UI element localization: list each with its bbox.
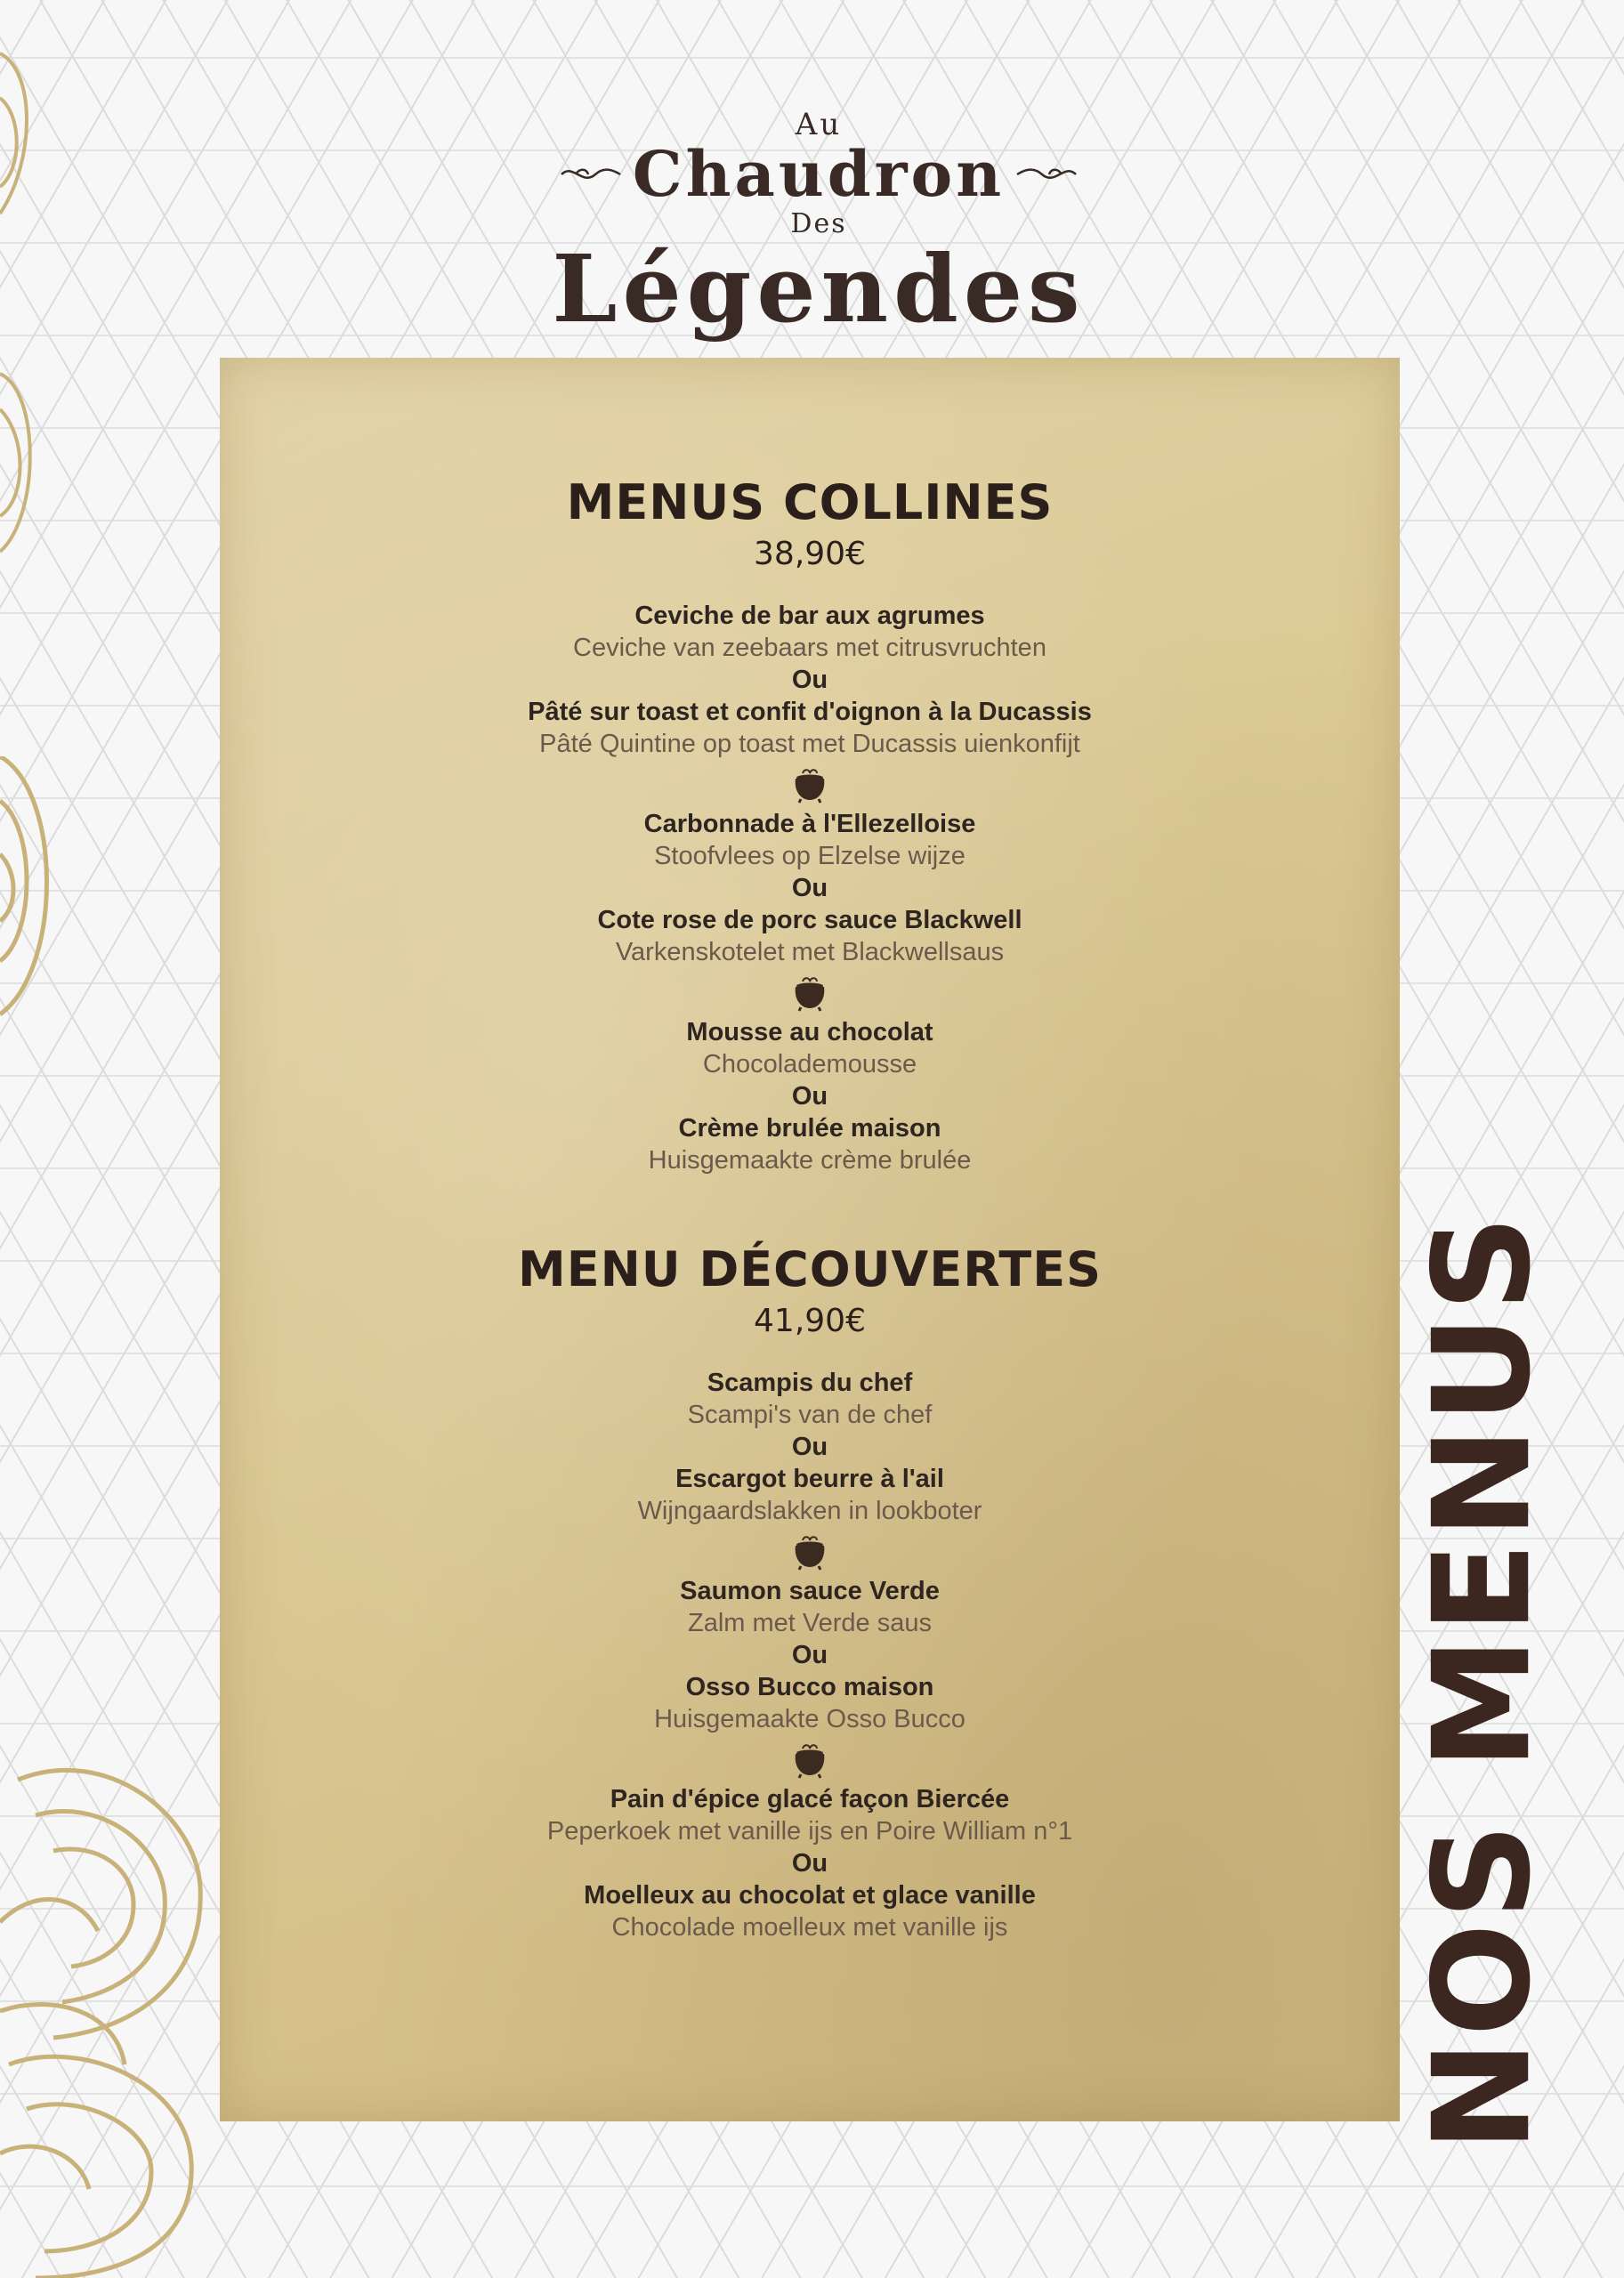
dish-name-nl: Chocolademousse <box>702 1050 917 1078</box>
logo-row-chaudron <box>552 137 1086 211</box>
hop-flower-ornament-top <box>0 18 53 587</box>
dish-name-nl: Pâté Quintine op toast met Ducassis uienkonfijt <box>539 730 1080 758</box>
dish-name-nl: Peperkoek met vanille ijs en Poire William n°1 <box>546 1817 1073 1846</box>
logo-line-legendes: Légendes <box>552 234 1086 343</box>
or-separator: Ou <box>791 874 828 902</box>
dish-name-fr: Cote rose de porc sauce Blackwell <box>597 906 1022 934</box>
logo-line-des: Des <box>790 208 847 239</box>
dish-name-fr: Osso Bucco maison <box>685 1673 934 1701</box>
dish-name-nl: Zalm met Verde saus <box>688 1609 932 1637</box>
course-divider <box>220 1527 1400 1575</box>
or-separator: Ou <box>791 666 828 694</box>
dish-name-nl: Ceviche van zeebaars met citrusvruchten <box>573 634 1046 662</box>
or-separator: Ou <box>791 1641 828 1669</box>
restaurant-logo <box>552 107 1086 343</box>
course-divider <box>220 1735 1400 1783</box>
menu-price: 38,90€ <box>754 536 866 572</box>
menu-course <box>220 808 1400 968</box>
cauldron-icon <box>790 1531 829 1571</box>
menu-title: MENUS COLLINES <box>566 474 1054 530</box>
dish-name-fr: Crème brulée maison <box>678 1114 941 1143</box>
or-separator: Ou <box>791 1082 828 1111</box>
dish-name-nl: Scampi's van de chef <box>687 1401 933 1429</box>
dish-name-fr: Pâté sur toast et confit d'oignon à la Ducassis <box>528 698 1092 726</box>
menu-course <box>220 600 1400 760</box>
or-separator: Ou <box>791 1849 828 1878</box>
dish-name-fr: Mousse au chocolat <box>686 1018 933 1046</box>
menu-course <box>220 1016 1400 1176</box>
hop-flower-ornament-middle <box>0 756 62 1023</box>
menu-course <box>220 1783 1400 1943</box>
menu-content <box>220 472 1400 2006</box>
dish-name-fr: Escargot beurre à l'ail <box>675 1465 944 1493</box>
dish-name-nl: Varkenskotelet met Blackwellsaus <box>615 938 1005 966</box>
flourish-right-icon <box>1015 161 1078 188</box>
flourish-left-icon <box>560 161 622 188</box>
hop-flower-ornament-bottom <box>0 1744 214 2278</box>
menu-title: MENU DÉCOUVERTES <box>517 1241 1102 1297</box>
cauldron-icon <box>790 764 829 804</box>
course-divider <box>220 760 1400 808</box>
or-separator: Ou <box>791 1433 828 1461</box>
dish-name-fr: Scampis du chef <box>707 1369 913 1397</box>
course-divider <box>220 968 1400 1016</box>
dish-name-nl: Chocolade moelleux met vanille ijs <box>611 1913 1008 1942</box>
menu-price: 41,90€ <box>754 1303 866 1339</box>
side-title <box>1402 1211 1563 2153</box>
cauldron-icon <box>790 1740 829 1779</box>
dish-name-fr: Pain d'épice glacé façon Biercée <box>610 1785 1010 1814</box>
dish-name-fr: Ceviche de bar aux agrumes <box>634 602 985 630</box>
dish-name-nl: Huisgemaakte crème brulée <box>648 1146 972 1175</box>
dish-name-nl: Huisgemaakte Osso Bucco <box>654 1705 966 1733</box>
menu-paper-panel <box>220 358 1400 2121</box>
menu-section <box>220 472 1400 1176</box>
logo-line-chaudron: Chaudron <box>632 137 1006 211</box>
dish-name-fr: Moelleux au chocolat et glace vanille <box>584 1881 1036 1910</box>
dish-name-fr: Saumon sauce Verde <box>680 1577 940 1605</box>
dish-name-nl: Stoofvlees op Elzelse wijze <box>654 842 966 870</box>
dish-name-fr: Carbonnade à l'Ellezelloise <box>643 810 976 838</box>
menu-section <box>220 1239 1400 1943</box>
side-title-text: NOS MENUS <box>1405 1211 1561 2153</box>
menu-course <box>220 1367 1400 1527</box>
dish-name-nl: Wijngaardslakken in lookboter <box>637 1497 982 1525</box>
menu-course <box>220 1575 1400 1735</box>
logo-line-au: Au <box>795 107 843 142</box>
cauldron-icon <box>790 973 829 1012</box>
